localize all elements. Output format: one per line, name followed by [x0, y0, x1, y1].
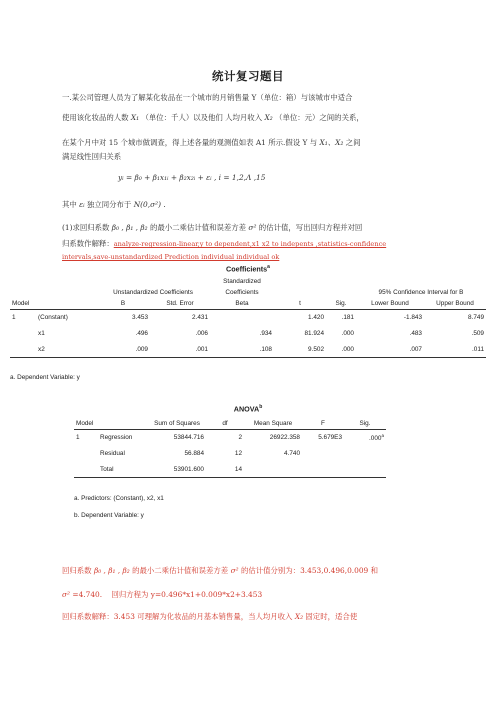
cell-t: 81.924	[304, 330, 324, 337]
col-std-error: Std. Error	[166, 300, 194, 307]
cell-name: Regression	[100, 434, 133, 442]
cell-ub: 8.749	[468, 314, 484, 322]
cell-ss: 53844.716	[173, 434, 204, 442]
intro-text: 独立同分布于	[86, 200, 132, 209]
intro-line-4: 满足线性回归关系	[62, 152, 122, 161]
coefficients-table	[10, 276, 486, 358]
intro-text: 其中	[62, 200, 77, 209]
intro-text: 使用该化妆品的人数	[62, 113, 129, 122]
answer-text: =4.740.	[72, 590, 103, 599]
cell-model	[10, 342, 36, 358]
cell-lb: -1.843	[403, 314, 422, 322]
col-f: F	[321, 420, 325, 427]
col-t: t	[299, 300, 301, 307]
cell-b: 3.453	[132, 314, 148, 322]
cell-b: .496	[135, 330, 148, 337]
answer-text: 回归系数解释：3.453 可理解为化妆品的月基本销售量，当人均月收入	[62, 612, 293, 621]
cell-ss: 56.884	[184, 450, 204, 457]
cell-se: 2.431	[192, 314, 208, 322]
col-mean-square: Mean Square	[253, 420, 293, 427]
distribution: N(0,σ²) .	[133, 200, 166, 209]
intro-line-1: 一.某公司管理人员为了解某化妆品在一个城市的月销售量 Y（单位：箱）与该城市中适合	[62, 93, 353, 102]
anova-footnote-1: a. Predictors: (Constant), x2, x1	[74, 495, 164, 502]
cell-name: Residual	[100, 450, 125, 457]
col-lower-bound: Lower Bound	[371, 300, 409, 307]
col-upper-bound: Upper Bound	[436, 300, 474, 307]
coefficients-footnote: a. Dependent Variable: y	[10, 374, 80, 381]
question-1-line-2	[62, 238, 434, 250]
var-sigma2: σ²	[248, 223, 257, 232]
cell-se: .006	[195, 330, 208, 337]
cell-beta	[210, 310, 274, 326]
page-title: 统计复习题目	[212, 69, 284, 83]
table-row	[74, 430, 386, 446]
answer-text: 回归系数	[62, 566, 92, 575]
cell-f	[302, 446, 344, 462]
cell-b: .009	[135, 345, 148, 353]
question-text: 的最小二乘估计值和误差方差	[149, 223, 247, 232]
anova-caption-text: ANOVA	[233, 404, 260, 414]
cell-sig: .000	[341, 345, 354, 353]
cell-beta: .934	[259, 330, 272, 337]
coefficients-caption-text: Coefficients	[226, 264, 268, 274]
cell-beta: .108	[259, 345, 272, 353]
cell-sig: .000	[341, 330, 354, 337]
caption-sup: b	[259, 404, 263, 410]
question-text: 的估计值，写出回归方程并对回	[258, 223, 363, 232]
cell-name: (Constant)	[38, 314, 68, 322]
table-row	[10, 326, 486, 342]
intro-text: 之间	[345, 138, 361, 147]
intro-text: （单位：千人）以及他们 人均月收入	[141, 113, 263, 122]
col-model: Model	[76, 420, 94, 427]
coefficients-caption	[0, 264, 496, 273]
answer-line-2	[62, 589, 434, 601]
cell-name: Total	[100, 465, 114, 473]
cell-ms	[244, 462, 302, 478]
intro-line-2	[62, 112, 434, 124]
header-confidence-interval: 95% Confidence Interval for B	[378, 289, 464, 296]
table-row	[10, 342, 486, 358]
cell-t: 9.502	[308, 345, 324, 353]
cell-sig	[344, 430, 386, 446]
cell-model: 1	[76, 434, 80, 442]
cell-lb: .007	[409, 345, 422, 353]
spss-steps-1: analyze-regression-linear,y to dependent,x1 x2 to indepents ,statistics-confidence	[113, 240, 387, 248]
cell-ms: 26922.358	[269, 434, 300, 442]
var-betas: β₀ , β₁ , β₂	[111, 223, 148, 232]
intro-text: （单位：元）之间的关系，	[275, 113, 364, 122]
anova-table	[74, 418, 386, 478]
var-betas: β₀ , β₁ , β₂	[93, 566, 130, 575]
header-unstandardized: Unstandardized Coefficients	[113, 289, 193, 296]
cell-name: x1	[38, 330, 45, 337]
var-x2: X₂	[294, 612, 304, 621]
answer-text: 的最小二乘估计值和误差方差	[132, 566, 229, 575]
var-x1-x2: X₁、X₂	[319, 138, 344, 147]
cell-name: x2	[38, 345, 45, 353]
cell-f	[302, 462, 344, 478]
var-sigma2: σ²	[230, 566, 239, 575]
intro-text: 在某个月中对 15 个城市做调查，得上述各量的观测值如表 A1 所示.假设 Y 与	[62, 138, 318, 147]
cell-df: 12	[234, 450, 242, 457]
col-beta: Beta	[235, 300, 249, 307]
table-row	[74, 446, 386, 462]
var-x2: X₂	[264, 113, 273, 122]
cell-df: 14	[234, 465, 242, 473]
cell-sig-sup: a	[381, 433, 384, 439]
cell-sig: .181	[341, 314, 354, 322]
cell-model: 1	[12, 314, 16, 322]
spss-steps-2: intervals,save-unstandardized Prediction individual individual ok	[62, 253, 280, 261]
cell-lb: .483	[409, 330, 422, 337]
question-text: 归系数作解释：	[62, 239, 114, 248]
question-1-line-1	[62, 222, 434, 234]
table-row	[10, 310, 486, 326]
question-text: (1)求回归系数	[62, 223, 110, 232]
cell-model	[74, 462, 98, 478]
cell-t: 1.420	[308, 314, 324, 322]
header-std-1: Standardized	[223, 278, 261, 285]
answer-text: 固定时，适合使	[305, 612, 358, 621]
anova-caption	[0, 404, 496, 413]
col-model: Model	[12, 300, 30, 307]
cell-ub: .509	[471, 330, 484, 337]
cell-model	[74, 446, 98, 462]
caption-sup: a	[267, 264, 270, 270]
col-sum-of-squares: Sum of Squares	[154, 420, 200, 427]
cell-ss: 53901.600	[173, 465, 204, 473]
cell-ub: .011	[472, 345, 484, 353]
intro-line-3	[62, 137, 434, 149]
col-sig: Sig.	[359, 420, 371, 427]
var-x1: X₁	[130, 113, 140, 122]
var-epsilon: εᵢ	[79, 200, 85, 209]
table-row	[74, 462, 386, 478]
col-df: df	[222, 420, 228, 427]
var-sigma2: σ²	[62, 590, 71, 599]
cell-ms: 4.740	[284, 450, 300, 457]
cell-sig	[344, 446, 386, 462]
regression-equation-answer: 回归方程为 y=0.496*x1+0.009*x2+3.453	[111, 590, 263, 599]
answer-text: 的估计值分别为：3.453,0.496,0.009 和	[240, 566, 378, 575]
col-b: B	[120, 300, 126, 307]
answer-line-1	[62, 565, 434, 577]
header-std-2: Coefficients	[225, 289, 259, 296]
cell-df: 2	[238, 434, 242, 442]
answer-line-3	[62, 611, 434, 623]
regression-equation: yᵢ = β₀ + β₁x₁ᵢ + β₂x₂ᵢ + εᵢ , i = 1,2,Λ ,15	[118, 173, 266, 182]
cell-se: .001	[195, 345, 208, 353]
anova-footnote-2: b. Dependent Variable: y	[74, 512, 144, 519]
col-sig: Sig.	[335, 300, 347, 307]
cell-sig-value: .000	[369, 435, 382, 443]
cell-model	[10, 326, 36, 342]
intro-line-5	[62, 199, 434, 211]
cell-f: 5.679E3	[318, 434, 342, 442]
cell-sig	[344, 462, 386, 478]
